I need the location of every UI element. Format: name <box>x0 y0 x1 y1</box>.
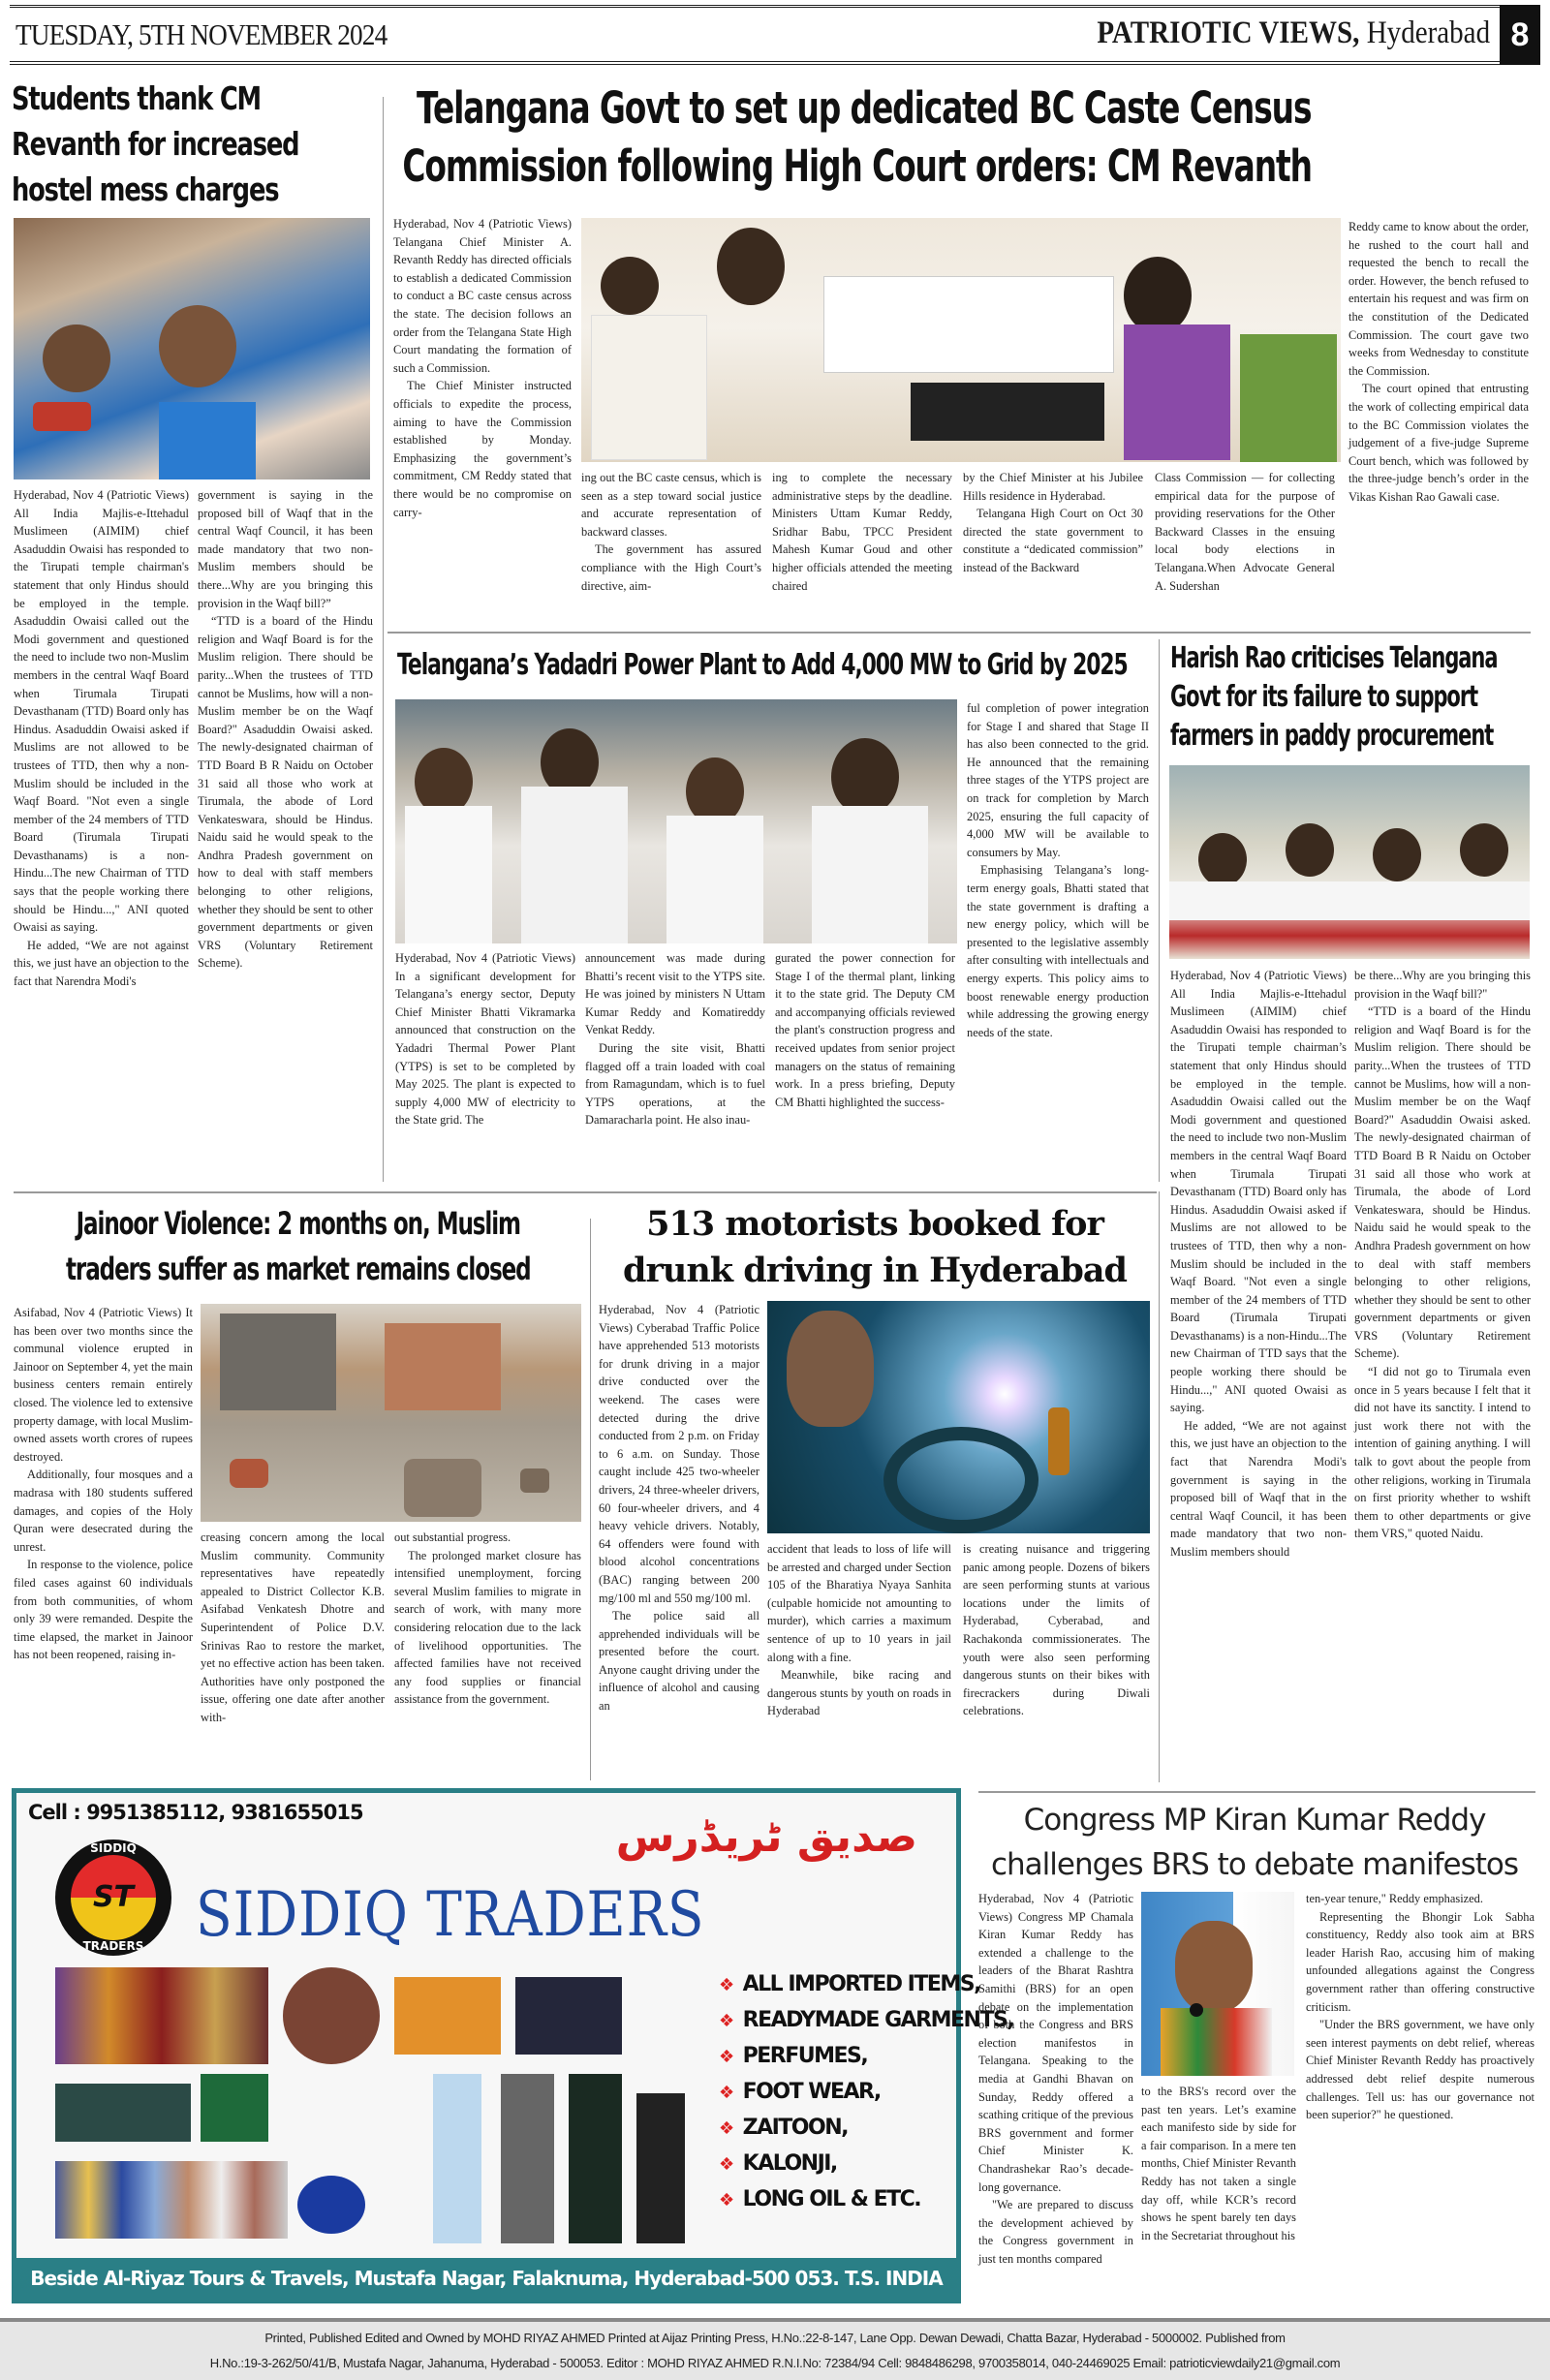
headline-line: Govt for its failure to support <box>1170 680 1478 714</box>
ad-item: ❖ PERFUMES, <box>719 2039 1013 2075</box>
meeting-photo <box>581 218 1341 462</box>
paragraph: In response to the violence, police filed cases against 60 individuals from both communities, of whom only 39 were remanded. Despite the time elapsed, the market in Jainoor has not been reopened, raising in- <box>14 1558 193 1662</box>
paragraph: announcement was made during Bhatti’s recent visit to the YTPS site. He was joined by ministers N Uttam Kumar Reddy and Komatireddy Venkat Reddy. <box>585 951 765 1037</box>
paragraph: Representing the Bhongir Lok Sabha constituency, Reddy also took aim at BRS leader Harish Rao, accusing him of making unfounded allegations against the Congress government rather than offering constructive criticism. <box>1306 1909 1534 2014</box>
paragraph: The prolonged market closure has intensified unemployment, forcing several Muslim families to migrate in search of work, with many more considering relocation due to the lack of livelihood opportunities. The affected families have not received any food supplies or financial assistance from the government. <box>394 1548 581 1707</box>
paragraph: Emphasising Telangana’s long-term energy goals, Bhatti stated that the state government is drafting a new energy policy, which will be presented to the legislative assembly after consulting with intellectuals and energy experts. This policy aims to boost renewable energy production while addressing the growing energy needs of the state. <box>967 863 1149 1039</box>
ad-brand-name: SIDDIQ TRADERS <box>196 1879 705 1951</box>
section-rule <box>978 1791 1535 1793</box>
paragraph: "Under the BRS government, we have only seen interest payments on debt relief, whereas Chief Minister Revanth Reddy has proactively addressed debt relief despite numerous challenges. Tell us: has our governance not been superior?" he questioned. <box>1306 2018 1534 2122</box>
schoolgirls-photo <box>14 218 370 479</box>
headline-bc-census <box>402 79 1312 196</box>
headline-line: farmers in paddy procurement <box>1170 719 1494 753</box>
driver-with-bottle-photo <box>767 1301 1150 1533</box>
paragraph: to the BRS's record over the past ten years. Let’s examine each manifesto side by side for a fair comparison. In a mere ten months, Chief Minister Revanth Reddy has not taken a single day off, while KCR’s record shows he spent barely ten days in the Secretariat throughout his <box>1141 2085 1296 2242</box>
article-body-col <box>581 469 761 595</box>
paragraph: be there...Why are you bringing this provision in the Waqf bill?" <box>1354 969 1531 1001</box>
headline-congress-mp <box>974 1798 1535 1887</box>
paragraph: “TTD is a board of the Hindu religion and Waqf Board is for the Muslim religion. There should be parity...When the trustees of TTD cannot be Muslims, how will a non-Muslim member be on the Waqf Board?" Asaduddin Owaisi asked. The newly-designated chairman of TTD Board B R Naidu on October 31 said all those who work at Tirumala, the abode of Lord Venkateswara, should be Hindus. Naidu said he would speak to the Andhra Pradesh government on how to deal with staff members belonging to other religions, whether they should be sent to other government departments or given VRS (Voluntary Retirement Scheme). <box>1354 1005 1531 1361</box>
paragraph: accident that leads to loss of life will be arrested and charged under Section 105 of the Bharatiya Nyaya Sanhita (culpable homicide not amounting to murder), which carries a maximum sentence of up to 10 years in jail along with a fine. <box>767 1542 951 1664</box>
paragraph: Hyderabad, Nov 4 (Patriotic Views) In a significant development for Telangana’s energy sector, Deputy Chief Minister Bhatti Vikramarka announced that construction on the Yadadri Thermal Power Plant (YTPS) is set to be completed by May 2025. The plant is expected to supply 4,000 MW of electricity to the State grid. The <box>395 951 575 1128</box>
headline-students <box>12 76 298 212</box>
paragraph: Meanwhile, bike racing and dangerous stunts by youth on roads in Hyderabad <box>767 1668 951 1718</box>
logo-text-bottom: TRADERS <box>82 1939 144 1953</box>
ad-item: ❖ FOOT WEAR, <box>719 2075 1013 2111</box>
ad-cell-numbers: Cell : 9951385112, 9381655015 <box>28 1801 363 1824</box>
stone-strewn-street-photo <box>201 1304 581 1522</box>
article-body-col <box>395 949 575 1129</box>
siddiq-logo <box>55 1839 171 1956</box>
article-body-col <box>393 215 572 521</box>
masthead <box>10 5 1540 65</box>
paragraph: Asifabad, Nov 4 (Patriotic Views) It has been over two months since the communal violence erupted in Jainoor on September 4, yet the main business centers remain entirely closed. The violence led to extensive property damage, with local Muslim-owned assets worth crores of rupees destroyed. <box>14 1306 193 1464</box>
paragraph: ing to complete the necessary administrative steps by the deadline. Ministers Uttam Kumar Reddy, Sridhar Babu, TPCC President Mahesh Kumar Goud and other higher officials attended the meeting chaired <box>772 471 952 593</box>
imprint-line: Printed, Published Edited and Owned by MOHD RIYAZ AHMED Printed at Aijaz Printing Press, H.No.:22-8-147, Lane Opp. Dewan Dewadi, Chatta Bazar, Hyderabad - 5000002. Published from <box>264 2331 1286 2345</box>
headline-line: drunk driving in Hyderabad <box>622 1251 1127 1290</box>
headline-line: 513 motorists booked for <box>646 1204 1103 1244</box>
imprint-footer <box>0 2318 1550 2380</box>
paragraph: Reddy came to know about the order, he rushed to the court hall and requested the bench to recall the order. However, the bench refused to entertain his request and was firm on the constitution of the Dedicated Commission. The court gave two weeks from Wednesday to constitute the Commission. <box>1348 220 1529 378</box>
headline-line: Revanth for increased <box>12 125 299 163</box>
headline-jainoor <box>14 1201 583 1292</box>
imprint-line: H.No.:19-3-262/50/41/B, Mustafa Nagar, Jahanuma, Hyderabad - 500053. Editor : MOHD RIYAZ AHMED R.N.I.No: 72384/94 Cell: 9848486298, 9700358014, 040-24469025 Email: patrioticviewdaily21@gmail.com <box>209 2356 1341 2370</box>
paragraph: Hyderabad, Nov 4 (Patriotic Views) All India Majlis-e-Ittehadul Muslimeen (AIMIM) chief Asaduddin Owaisi has responded to the Tirupati temple chairman's statement that only Hindus should be employed in the temple. Asaduddin Owaisi called out the Modi government and questioned the need to include two non-Muslim members in the central Waqf Board when Tirumala Tirupati Devasthanam (TTD) Board only has Hindus. Asaduddin Owaisi asked if Muslims are not allowed to be trustees of TTD, then why a non-Muslim should be included in the Waqf Board. "Not even a single member of the 24 members of TTD Board (Tirumala Tirupati Devasthanams) is a non-Hindu...The new Chairman of TTD says that the people working there should be Hindu...," ANI quoted Owaisi as saying. <box>14 488 189 935</box>
issue-date: TUESDAY, 5TH NOVEMBER 2024 <box>16 17 388 51</box>
article-body-col <box>1155 469 1335 595</box>
logo-monogram: ST <box>92 1880 135 1914</box>
ad-item-list <box>719 1967 1013 2218</box>
paragraph: Telangana High Court on Oct 30 directed the state government to constitute a “dedicated commission” instead of the Backward <box>963 507 1143 574</box>
paragraph: Class Commission — for collecting empirical data for the purpose of providing reservations for the Other Backward Classes in the ensuing local body elections in Telangana.When Advocate General A. Sudershan <box>1155 471 1335 593</box>
column-rule <box>590 1219 591 1780</box>
page-number: 8 <box>1500 5 1540 65</box>
article-body-col <box>201 1529 385 1727</box>
paragraph: The court opined that entrusting the work of collecting empirical data to the BC Commission violates the judgement of a five-judge Supreme Court bench, which was followed by the three-judge bench’s order in the Vikas Kishan Rao Gawali case. <box>1348 382 1529 504</box>
article-body-col <box>978 1890 1133 2268</box>
paragraph: The police said all apprehended individuals will be presented before the court. Anyone caught driving under the influence of alcohol and causing an <box>599 1609 760 1714</box>
article-body-col <box>585 949 765 1129</box>
officials-at-plant-photo <box>395 699 957 943</box>
ad-address-bar <box>16 2258 956 2299</box>
paragraph: “I did not go to Tirumala even once in 5 years because I felt that it did not have its sanctity. I intend to just work there not with the intention of gaining anything. I will talk to govt about the people from other religions, working in Tirumala on first priority whether to wshift them to other departments or give them VRS," quoted Naidu. <box>1354 1365 1531 1541</box>
article-body-col <box>1170 967 1347 1561</box>
paragraph: Hyderabad, Nov 4 (Patriotic Views) Cyberabad Traffic Police have apprehended 513 motorists for drunk driving in a major drive conducted over the weekend. The cases were detected during the drive conducted from 2 p.m. on Friday to 6 a.m. on Sunday. Those caught include 425 two-wheeler drivers, 24 three-wheeler drivers, 60 four-wheeler drivers, and 4 heavy vehicle drivers. Notably, 64 offenders were found with blood alcohol concentrations (BAC) ranging between 200 mg/100 ml and 550 mg/100 ml. <box>599 1303 760 1605</box>
paragraph: The government has assured compliance with the High Court’s directive, aim- <box>581 542 761 593</box>
headline-line: Commission following High Court orders: CM Revanth <box>402 140 1312 192</box>
headline-line: Students thank CM <box>12 79 261 117</box>
column-rule <box>383 97 384 1182</box>
headline-yadadri <box>397 645 1128 686</box>
headline-line: Harish Rao criticises Telangana <box>1170 641 1498 675</box>
section-rule <box>14 1191 1157 1193</box>
headline-line: Jainoor Violence: 2 months on, Muslim <box>76 1205 520 1242</box>
paragraph: Hyderabad, Nov 4 (Patriotic Views) Congress MP Chamala Kiran Kumar Reddy has extended a challenge to the leaders of the Bharat Rashtra Samithi (BRS) for an open debate on the implementation of both the Congress and BRS election manifestos in Telangana. Speaking to the media at Gandhi Bhavan on Sunday, Reddy offered a scathing critique of the previous BRS government and former Chief Minister K. Chandrashekar Rao’s decade-long governance. <box>978 1892 1133 2194</box>
paragraph: During the site visit, Bhatti flagged off a train loaded with coal from Ramagundam, which is to fuel YTPS operations, at the Damaracharla point. He also inau- <box>585 1040 765 1128</box>
siddiq-traders-advertisement[interactable] <box>12 1788 1014 2303</box>
headline-line: Congress MP Kiran Kumar Reddy <box>1023 1803 1486 1838</box>
headline-drunk-driving <box>599 1201 1151 1294</box>
ad-item: ❖ ZAITOON, <box>719 2111 1013 2147</box>
ad-item: ❖ READYMADE GARMENTS, <box>719 2003 1013 2039</box>
article-body-col <box>14 1304 193 1664</box>
paragraph: gurated the power connection for Stage I of the thermal plant, linking it to the state grid. The Deputy CM and accompanying officials reviewed the plant's construction progress and received updates from senior project managers on the status of remaining work. In a press briefing, Deputy CM Bhatti highlighted the success- <box>775 951 955 1109</box>
headline-jainoor-lines <box>14 1201 583 1292</box>
article-body-col <box>1348 218 1529 507</box>
ad-urdu-name: صدیق ٹریڈرس <box>615 1812 917 1862</box>
article-body-col <box>1354 967 1531 1543</box>
column-rule <box>1159 639 1160 1182</box>
ad-products-image <box>55 1967 695 2248</box>
headline-line: traders suffer as market remains closed <box>65 1251 531 1287</box>
logo-text-top: SIDDIQ <box>90 1841 137 1855</box>
ad-item: ❖ ALL IMPORTED ITEMS, <box>719 1967 1013 2003</box>
paragraph: out substantial progress. <box>394 1530 512 1544</box>
ad-address: Beside Al-Riyaz Tours & Travels, Mustafa Nagar, Falaknuma, Hyderabad-500 053. T.S. INDIA <box>30 2267 943 2290</box>
article-body-col <box>1141 2083 1296 2244</box>
paragraph: "We are prepared to discuss the development achieved by the Congress government in just ten months compared <box>978 2198 1133 2266</box>
article-body-col <box>1306 1890 1534 2124</box>
paragraph: government is saying in the proposed bill of Waqf that in the central Waqf Council, it has been made mandatory that two non-Muslim members should be there...Why are you bringing this provision in the Waqf bill?” <box>198 488 373 610</box>
paper-city: Hyderabad <box>1366 15 1490 50</box>
paragraph: He added, “We are not against this, we just have an objection to the fact that Narendra Modi's government is saying in the proposed bill of Waqf that in the central Waqf Council, it has been made mandatory that two non-Muslim members should <box>1170 1418 1347 1559</box>
paragraph: ing out the BC caste census, which is seen as a step toward social justice and accurate representation of backward classes. <box>581 471 761 539</box>
paragraph: creasing concern among the local Muslim community. Community representatives have repeatedly appealed to District Collector K.B. Asifabad Venkatesh Dhotre and Superintendent of Police D.V. Srinivas Rao to restore the market, yet no effective action has been taken. Authorities have only postponed the issue, offering one date after another with- <box>201 1530 385 1724</box>
article-body-col <box>772 469 952 595</box>
section-rule <box>388 632 1531 634</box>
headline-line: Telangana’s Yadadri Power Plant to Add 4,000 MW to Grid by 2025 <box>397 648 1128 682</box>
ad-item: ❖ LONG OIL & ETC. <box>719 2182 1013 2218</box>
article-body-col <box>963 469 1143 577</box>
article-body-col <box>14 486 189 991</box>
headline-line: challenges BRS to debate manifestos <box>990 1847 1519 1882</box>
article-body-col <box>767 1540 951 1720</box>
column-rule <box>1159 1191 1160 1782</box>
article-body-col <box>775 949 955 1111</box>
paragraph: ten-year tenure," Reddy emphasized. <box>1306 1892 1483 1905</box>
headline-line: Telangana Govt to set up dedicated BC Caste Census <box>417 82 1312 134</box>
paper-name <box>1097 15 1490 51</box>
press-conference-photo <box>1169 765 1530 959</box>
article-body-col <box>963 1540 1150 1720</box>
article-body-col <box>394 1529 581 1709</box>
paragraph: is creating nuisance and triggering panic among people. Dozens of bikers are seen performing stunts at various locations under the limits of Hyderabad, Cyberabad, and Rachakonda commissionerates. The youth were also seen performing dangerous stunts on their bikes with firecrackers during Diwali celebrations. <box>963 1542 1150 1718</box>
paragraph: “TTD is a board of the Hindu religion and Waqf Board is for the Muslim religion. There should be parity...When the trustees of TTD cannot be Muslims, how will a non-Muslim member be on the Waqf Board?" Asaduddin Owaisi asked. The newly-designated chairman of TTD Board B R Naidu on October 31 said all those who work at Tirumala, the abode of Lord Venkateswara, should be Hindus. Naidu said he would speak to the Andhra Pradesh government on how to deal with staff members belonging to other religions, whether they should be sent to other government departments or given VRS (Voluntary Retirement Scheme). <box>198 614 373 971</box>
paragraph: Hyderabad, Nov 4 (Patriotic Views) Telangana Chief Minister A. Revanth Reddy has directed officials to establish a dedicated Commission to conduct a BC caste census across the state. The decision follows an order from the Telangana State High Court mandating the formation of such a Commission. <box>393 217 572 375</box>
paragraph: He added, “We are not against this, we just have an objection to the fact that Narendra Modi's <box>14 938 190 989</box>
paragraph: by the Chief Minister at his Jubilee Hills residence in Hyderabad. <box>963 471 1143 503</box>
headline-harish-rao <box>1170 639 1497 756</box>
paragraph: The Chief Minister instructed officials to expedite the process, aiming to have the Commission established by Monday. Emphasizing the government’s commitment, CM Reddy stated that there would be no compromise on carry- <box>393 379 572 519</box>
mp-speaking-photo <box>1141 1892 1294 2076</box>
article-body-col <box>198 486 373 973</box>
ad-item: ❖ KALONJI, <box>719 2147 1013 2182</box>
article-body-col <box>967 699 1149 1041</box>
article-body-col <box>599 1301 760 1715</box>
paragraph: Hyderabad, Nov 4 (Patriotic Views) All India Majlis-e-Ittehadul Muslimeen (AIMIM) chief Asaduddin Owaisi has responded to the Tirupati temple chairman’s statement that only Hindus should be employed in the temple. Asaduddin Owaisi called out the Modi government and questioned the need to include two non-Muslim members in the central Waqf Board when Tirumala Tirupati Devasthanam (TTD) Board only has Hindus. Asaduddin Owaisi asked if Muslims are not allowed to be trustees of TTD, then why a non-Muslim should be included in the Waqf Board. "Not even a single member of the 24 members of TTD Board (Tirumala Tirupati Devasthanams) is a non-Hindu...The new Chairman of TTD says that the people working there should be Hindu...," ANI quoted Owaisi as saying. <box>1170 969 1347 1415</box>
paragraph: Additionally, four mosques and a madrasa with 180 students suffered damages, and copies of the Holy Quran were desecrated during the unrest. <box>14 1468 193 1554</box>
headline-line: hostel mess charges <box>12 170 279 208</box>
paper-title: PATRIOTIC VIEWS, <box>1097 15 1360 50</box>
paragraph: ful completion of power integration for Stage I and shared that Stage II has also been connected to the grid. He announced that the remaining three stages of the YTPS project are on track for completion by March 2025, ensuring the full capacity of 4,000 MW will be available to consumers by May. <box>967 701 1149 859</box>
